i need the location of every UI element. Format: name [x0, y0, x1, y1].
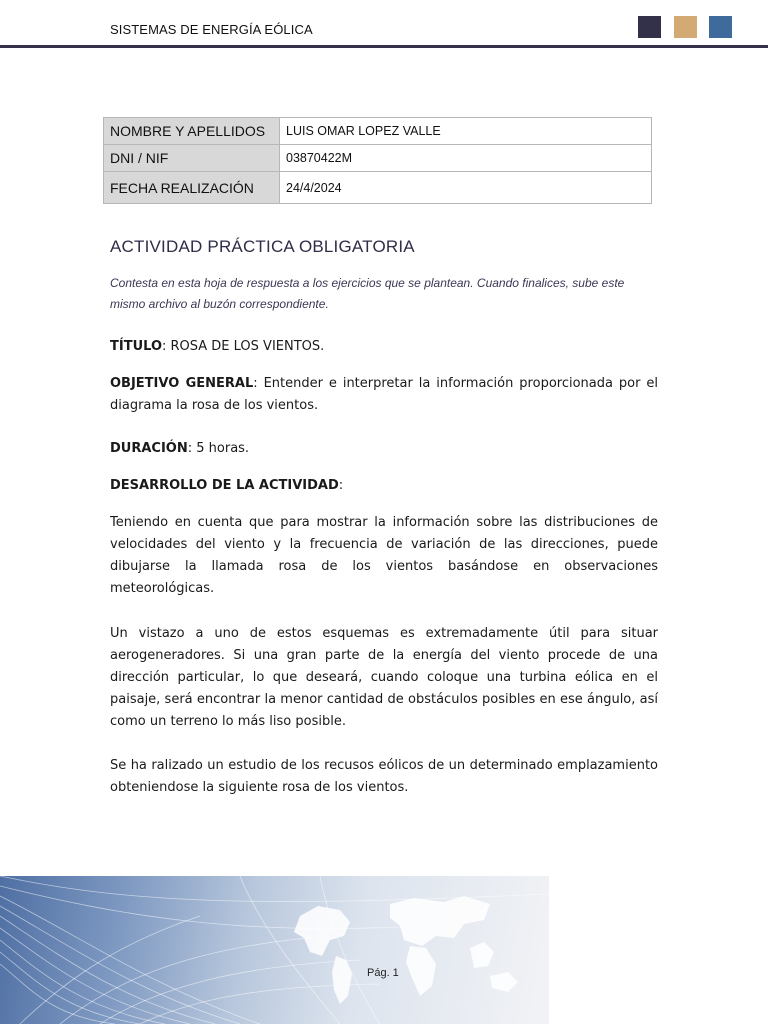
page-number: Pág. 1: [367, 967, 399, 979]
desarrollo-text: :: [338, 478, 344, 493]
titulo-line: [110, 336, 658, 358]
header-square-gold: [674, 16, 697, 38]
date-value: 24/4/2024: [280, 172, 652, 204]
objetivo-label: OBJETIVO GENERAL: [110, 376, 254, 391]
table-row: [104, 145, 652, 172]
world-map-icon: [294, 896, 518, 1004]
table-row: [104, 118, 652, 145]
paragraph-1: Teniendo en cuenta que para mostrar la información sobre las distribuciones de velocidades del viento y la frecuencia de variación de las direcciones, puede dibujarse la llamada rosa de los vientos basándose en observaciones meteorológicas.: [110, 515, 658, 596]
table-row: [104, 172, 652, 204]
header-rule: [0, 45, 768, 48]
duracion-label: DURACIÓN: [110, 441, 188, 456]
duracion-line: [110, 438, 658, 460]
header-square-dark: [638, 16, 661, 38]
header-title: SISTEMAS DE ENERGÍA EÓLICA: [110, 22, 313, 37]
footer-banner: [0, 876, 549, 1024]
name-label: NOMBRE Y APELLIDOS: [104, 118, 280, 145]
dni-value: 03870422M: [280, 145, 652, 172]
activity-title: ACTIVIDAD PRÁCTICA OBLIGATORIA: [110, 237, 415, 256]
objetivo-paragraph: [110, 373, 658, 417]
desarrollo-label: DESARROLLO DE LA ACTIVIDAD: [110, 478, 339, 493]
titulo-label: TÍTULO: [110, 339, 162, 354]
name-value: LUIS OMAR LOPEZ VALLE: [280, 118, 652, 145]
activity-intro: Contesta en esta hoja de respuesta a los ejercicios que se plantean. Cuando finalices, sube este mismo archivo al buzón correspondiente.: [110, 276, 625, 311]
world-map-wave-graphic: [0, 876, 549, 1024]
titulo-text: : ROSA DE LOS VIENTOS.: [162, 339, 325, 354]
objetivo-text: : Entender e interpretar la información proporcionada por el diagrama la rosa de los vientos.: [110, 376, 658, 413]
date-label: FECHA REALIZACIÓN: [104, 172, 280, 204]
header-square-blue: [709, 16, 732, 38]
paragraph-2: Un vistazo a uno de estos esquemas es extremadamente útil para situar aerogeneradores. Si una gran parte de la energía del viento procede de una dirección particular, lo que deseará, cuando coloque una turbina eólica en el paisaje, será encontrar la menor cantidad de obstáculos posibles en ese ángulo, así como un terreno lo más liso posible.: [110, 626, 658, 729]
student-info-table: [103, 117, 652, 204]
dni-label: DNI / NIF: [104, 145, 280, 172]
desarrollo-line: [110, 475, 658, 497]
duracion-text: : 5 horas.: [187, 441, 250, 456]
paragraph-3: Se ha ralizado un estudio de los recusos eólicos de un determinado emplazamiento obteniendose la siguiente rosa de los vientos.: [110, 758, 658, 795]
